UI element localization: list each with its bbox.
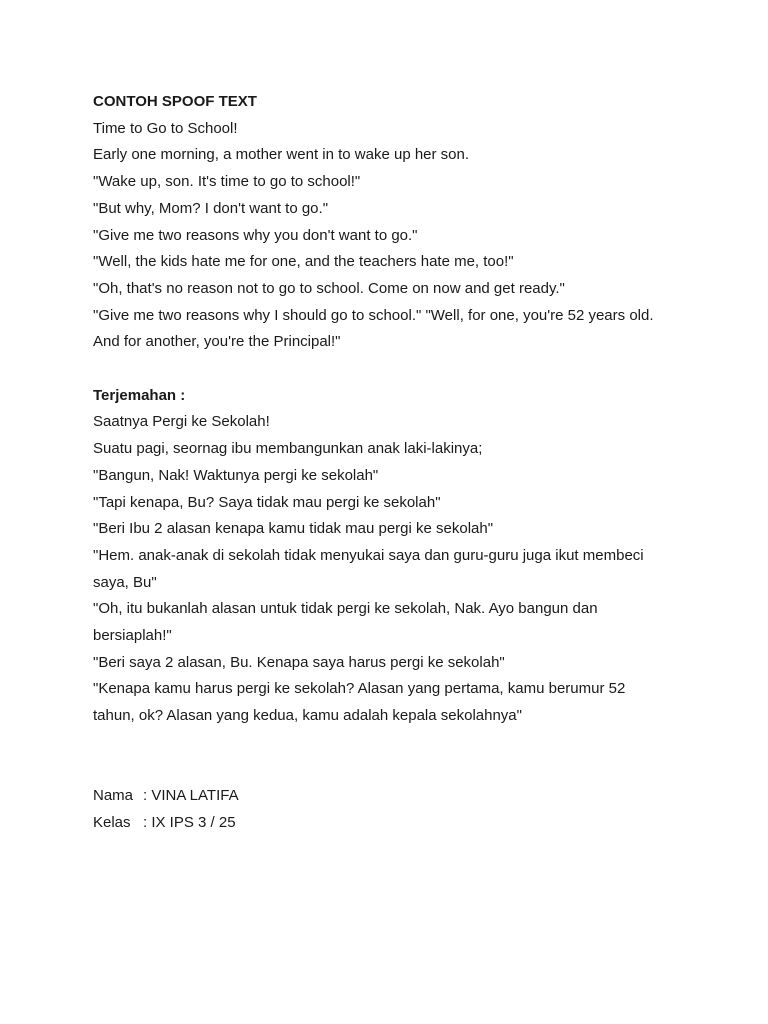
translation-line: Suatu pagi, seornag ibu membangunkan anak laki-lakinya; — [93, 440, 483, 458]
translation-heading: Terjemahan : — [93, 386, 186, 404]
story-line: Time to Go to School! — [93, 119, 238, 137]
signature-class-row — [93, 810, 693, 837]
translation-line: Saatnya Pergi ke Sekolah! — [93, 413, 270, 431]
story-line: Early one morning, a mother went in to wake up her son. — [93, 146, 470, 164]
name-label: Nama — [93, 787, 134, 805]
story-line: "Give me two reasons why you don't want to go." — [93, 226, 418, 244]
story-indonesian — [93, 409, 693, 729]
story-line: "But why, Mom? I don't want to go." — [93, 199, 329, 217]
class-value: : IX IPS 3 / 25 — [143, 813, 236, 831]
translation-line: "Beri saya 2 alasan, Bu. Kenapa saya harus pergi ke sekolah" — [93, 653, 505, 671]
translation-line: "Kenapa kamu harus pergi ke sekolah? Alasan yang pertama, kamu berumur 52 — [93, 680, 626, 698]
translation-line: "Bangun, Nak! Waktunya pergi ke sekolah" — [93, 466, 379, 484]
document-title: CONTOH SPOOF TEXT — [93, 93, 257, 110]
translation-line: "Beri Ibu 2 alasan kenapa kamu tidak mau pergi ke sekolah" — [93, 520, 494, 538]
story-line: And for another, you're the Principal!" — [93, 333, 341, 351]
translation-line: "Hem. anak-anak di sekolah tidak menyukai saya dan guru-guru juga ikut membeci — [93, 546, 644, 564]
story-english — [93, 116, 693, 356]
translation-line: tahun, ok? Alasan yang kedua, kamu adalah kepala sekolahnya" — [93, 707, 522, 725]
story-line: "Give me two reasons why I should go to school." "Well, for one, you're 52 years old. — [93, 306, 654, 324]
signature-block — [93, 783, 693, 836]
paragraph-spacer — [93, 356, 693, 383]
translation-line: bersiaplah!" — [93, 627, 172, 645]
story-line: "Oh, that's no reason not to go to school. Come on now and get ready." — [93, 279, 565, 297]
translation-line: "Tapi kenapa, Bu? Saya tidak mau pergi ke sekolah" — [93, 493, 441, 511]
signature-name-row — [93, 783, 693, 810]
story-line: "Well, the kids hate me for one, and the teachers hate me, too!" — [93, 253, 514, 271]
story-line: "Wake up, son. It's time to go to school!" — [93, 173, 361, 191]
class-label: Kelas — [93, 813, 131, 831]
paragraph-spacer — [93, 730, 693, 783]
name-value: : VINA LATIFA — [143, 787, 239, 805]
translation-line: "Oh, itu bukanlah alasan untuk tidak pergi ke sekolah, Nak. Ayo bangun dan — [93, 600, 598, 618]
translation-line: saya, Bu" — [93, 573, 157, 591]
document-page — [93, 89, 693, 837]
